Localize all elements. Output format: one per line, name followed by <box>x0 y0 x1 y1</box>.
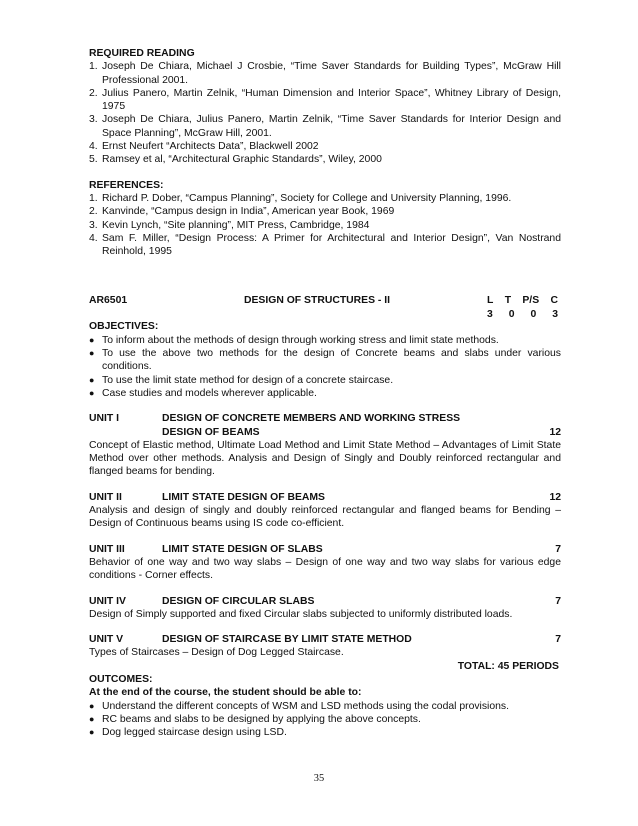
unit-number: UNIT III <box>89 543 125 555</box>
objectives-section <box>89 320 561 400</box>
outcomes-list <box>89 700 561 740</box>
required-reading-section <box>89 47 561 167</box>
bullet-icon: ● <box>89 348 95 359</box>
list-item: 4. Ernst Neufert “Architects Data”, Blackwell 2002 <box>89 141 319 153</box>
unit-hours: 12 <box>549 491 561 503</box>
outcomes-section <box>89 673 561 739</box>
list-item: ● To use the above two methods for the design of Concrete beams and slabs under various conditions. <box>89 348 561 373</box>
required-reading-list <box>89 60 561 166</box>
unit-subtitle: DESIGN OF BEAMS <box>162 426 260 438</box>
references-list <box>89 192 561 258</box>
bullet-icon: ● <box>89 387 95 398</box>
ltpc-header-row: L T P/S C <box>487 295 558 307</box>
unit-title: LIMIT STATE DESIGN OF BEAMS <box>162 491 325 503</box>
required-reading-heading: REQUIRED READING <box>89 48 195 59</box>
unit-number: UNIT II <box>89 491 122 503</box>
unit-1 <box>89 412 561 478</box>
unit-description: Analysis and design of singly and doubly reinforced rectangular and flanged beams for Bending – Design of Continuous beams using IS code co-efficient. <box>89 505 561 530</box>
list-item: 1. Richard P. Dober, “Campus Planning”, Society for College and University Planning, 1996. <box>89 192 512 204</box>
unit-hours: 12 <box>549 426 561 438</box>
bullet-icon: ● <box>89 374 95 385</box>
list-item: ● To inform about the methods of design through working stress and limit state methods. <box>89 334 499 346</box>
unit-hours: 7 <box>555 595 561 607</box>
unit-3 <box>89 543 561 583</box>
unit-hours: 7 <box>555 543 561 555</box>
total-periods: TOTAL: 45 PERIODS <box>457 660 559 672</box>
bullet-icon: ● <box>89 700 95 711</box>
unit-title: DESIGN OF CONCRETE MEMBERS AND WORKING STRESS <box>162 413 461 425</box>
unit-number: UNIT IV <box>89 595 126 607</box>
list-item: ● To use the limit state method for design of a concrete staircase. <box>89 374 394 386</box>
course-title: DESIGN OF STRUCTURES - II <box>244 295 391 307</box>
list-item: 2. Julius Panero, Martin Zelnik, “Human Dimension and Interior Space”, Whitney Library of Design, 1975 <box>89 87 561 113</box>
course-header <box>89 294 561 320</box>
ltpc-table <box>487 294 558 321</box>
unit-description: Design of Simply supported and fixed Circular slabs subjected to uniformly distributed loads. <box>89 608 513 620</box>
objectives-heading: OBJECTIVES: <box>89 321 159 333</box>
list-item: 3. Kevin Lynch, “Site planning”, MIT Press, Cambridge, 1984 <box>89 219 370 231</box>
unit-title: LIMIT STATE DESIGN OF SLABS <box>162 543 323 555</box>
list-item: 1. Joseph De Chiara, Michael J Crosbie, “Time Saver Standards for Building Types”, McGraw Hill Professional 2001. <box>89 61 561 86</box>
unit-5 <box>89 633 561 660</box>
unit-hours: 7 <box>555 634 561 646</box>
outcomes-heading: OUTCOMES: <box>89 673 153 685</box>
list-item: 5. Ramsey et al, “Architectural Graphic Standards”, Wiley, 2000 <box>89 154 382 166</box>
unit-description: Behavior of one way and two way slabs – Design of one way and two way slabs for various edge conditions - Corner effects. <box>89 556 561 582</box>
unit-number: UNIT I <box>89 413 120 425</box>
bullet-icon: ● <box>89 334 95 345</box>
document-page <box>89 47 561 739</box>
unit-number: UNIT V <box>89 634 124 646</box>
list-item: 3. Joseph De Chiara, Julius Panero, Martin Zelnik, “Time Saver Standards for Interior Design and Space Planning”, McGraw Hill, 2001. <box>89 114 561 139</box>
objectives-list <box>89 334 561 400</box>
outcomes-intro: At the end of the course, the student should be able to: <box>89 687 362 699</box>
unit-2 <box>89 491 561 531</box>
list-item: ● Understand the different concepts of WSM and LSD methods using the codal provisions. <box>89 700 510 712</box>
unit-4 <box>89 595 561 622</box>
unit-description: Concept of Elastic method, Ultimate Load Method and Limit State Method – Advantages of Limit State Method over other methods. Analysis and Design of Singly and Doubly reinforced rectangular and flanged beams for bending. <box>89 439 561 478</box>
references-section <box>89 179 561 259</box>
list-item: ● Case studies and models wherever applicable. <box>89 387 317 399</box>
bullet-icon: ● <box>89 713 95 724</box>
unit-description: Types of Staircases – Design of Dog Legged Staircase. <box>89 647 344 659</box>
bullet-icon: ● <box>89 727 95 738</box>
unit-title: DESIGN OF CIRCULAR SLABS <box>162 595 315 607</box>
list-item: 2. Kanvinde, “Campus design in India”, American year Book, 1969 <box>89 206 395 218</box>
list-item: ● RC beams and slabs to be designed by applying the above concepts. <box>89 713 421 725</box>
list-item: ● Dog legged staircase design using LSD. <box>89 727 287 739</box>
ltpc-values-row: 3 0 0 3 <box>487 308 558 320</box>
course-code: AR6501 <box>89 295 128 307</box>
page-number: 35 <box>313 773 325 784</box>
references-heading: REFERENCES: <box>89 179 164 191</box>
unit-title: DESIGN OF STAIRCASE BY LIMIT STATE METHOD <box>162 634 412 646</box>
list-item: 4. Sam F. Miller, “Design Process: A Primer for Architectural and Interior Design”, Van Nostrand Reinhold, 1995 <box>89 232 561 258</box>
